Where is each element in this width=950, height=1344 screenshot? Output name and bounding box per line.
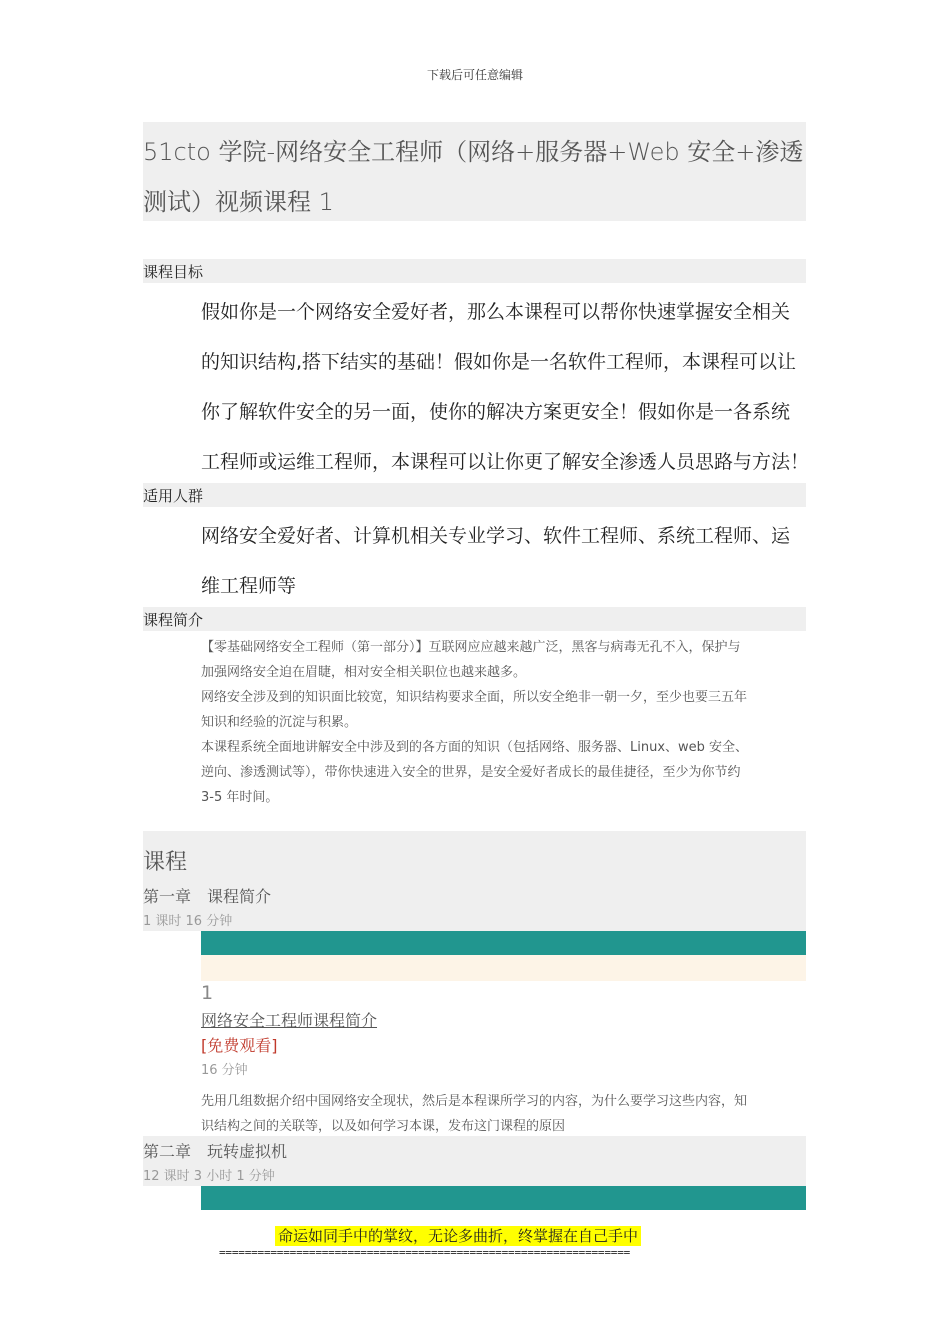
goals-line: 的知识结构,搭下结实的基础！假如你是一名软件工程师，本课程可以让 bbox=[201, 351, 797, 373]
intro-line: 本课程系统全面地讲解安全中涉及到的各方面的知识（包括网络、服务器、Linux、web 安全、 bbox=[201, 740, 749, 755]
lesson-number: 1 bbox=[201, 982, 214, 1004]
chapter-1-meta: 1 课时 16 分钟 bbox=[143, 914, 233, 929]
lesson-title-link[interactable]: 网络安全工程师课程简介 bbox=[201, 1011, 378, 1030]
intro-line: 知识和经验的沉淀与积累。 bbox=[201, 715, 358, 730]
chapter-2-title[interactable]: 第二章 玩转虚拟机 bbox=[143, 1142, 288, 1161]
goals-line: 你了解软件安全的另一面，使你的解决方案更安全！假如你是一各系统 bbox=[201, 401, 791, 423]
footer-quote: 命运如同手中的掌纹，无论多曲折，终掌握在自己手中 bbox=[275, 1226, 641, 1246]
lesson-description-line: 先用几组数据介绍中国网络安全现状，然后是本程课所学习的内容，为什么要学习这些内容，知 bbox=[201, 1094, 748, 1109]
lesson-header-bar bbox=[201, 931, 806, 955]
goals-heading: 课程目标 bbox=[143, 259, 806, 283]
intro-heading: 课程简介 bbox=[143, 607, 806, 631]
free-watch-link[interactable]: [免费观看] bbox=[201, 1036, 278, 1055]
intro-line: 网络安全涉及到的知识面比较宽，知识结构要求全面，所以安全绝非一朝一夕，至少也要三五年 bbox=[201, 690, 748, 705]
footer-divider: ================================================================ bbox=[219, 1246, 631, 1259]
goals-line: 假如你是一个网络安全爱好者，那么本课程可以帮你快速掌握安全相关 bbox=[201, 301, 791, 323]
page-title-line-1: 51cto 学院-网络安全工程师（网络+服务器+Web 安全+渗透 bbox=[143, 138, 804, 166]
lesson-highlight-bar bbox=[201, 955, 806, 981]
lesson-duration: 16 分钟 bbox=[201, 1063, 248, 1078]
course-section-header bbox=[143, 831, 806, 881]
audience-line: 网络安全爱好者、计算机相关专业学习、软件工程师、系统工程师、运 bbox=[201, 525, 791, 547]
intro-line: 【零基础网络安全工程师（第一部分）】互联网应应越来越广泛，黑客与病毒无孔不入，保护与 bbox=[201, 640, 741, 655]
chapter-2-meta: 12 课时 3 小时 1 分钟 bbox=[143, 1169, 275, 1184]
intro-line: 逆向、渗透测试等），带你快速进入安全的世界，是安全爱好者成长的最佳捷径，至少为你节约 bbox=[201, 765, 741, 780]
header-note: 下载后可任意编辑 bbox=[426, 68, 523, 82]
intro-line: 3-5 年时间。 bbox=[201, 790, 279, 805]
intro-line: 加强网络安全迫在眉睫，相对安全相关职位也越来越多。 bbox=[201, 665, 527, 680]
lesson-description-line: 识结构之间的关联等，以及如何学习本课，发布这门课程的原因 bbox=[201, 1119, 566, 1134]
chapter-1-title[interactable]: 第一章 课程简介 bbox=[143, 887, 272, 906]
audience-heading: 适用人群 bbox=[143, 483, 806, 507]
page-title-line-2: 测试）视频课程 1 bbox=[143, 188, 334, 216]
course-heading: 课程 bbox=[143, 850, 188, 875]
audience-line: 维工程师等 bbox=[201, 575, 297, 597]
goals-line: 工程师或运维工程师，本课程可以让你更了解安全渗透人员思路与方法！ bbox=[201, 451, 810, 473]
chapter-2-lesson-bar bbox=[201, 1186, 806, 1210]
